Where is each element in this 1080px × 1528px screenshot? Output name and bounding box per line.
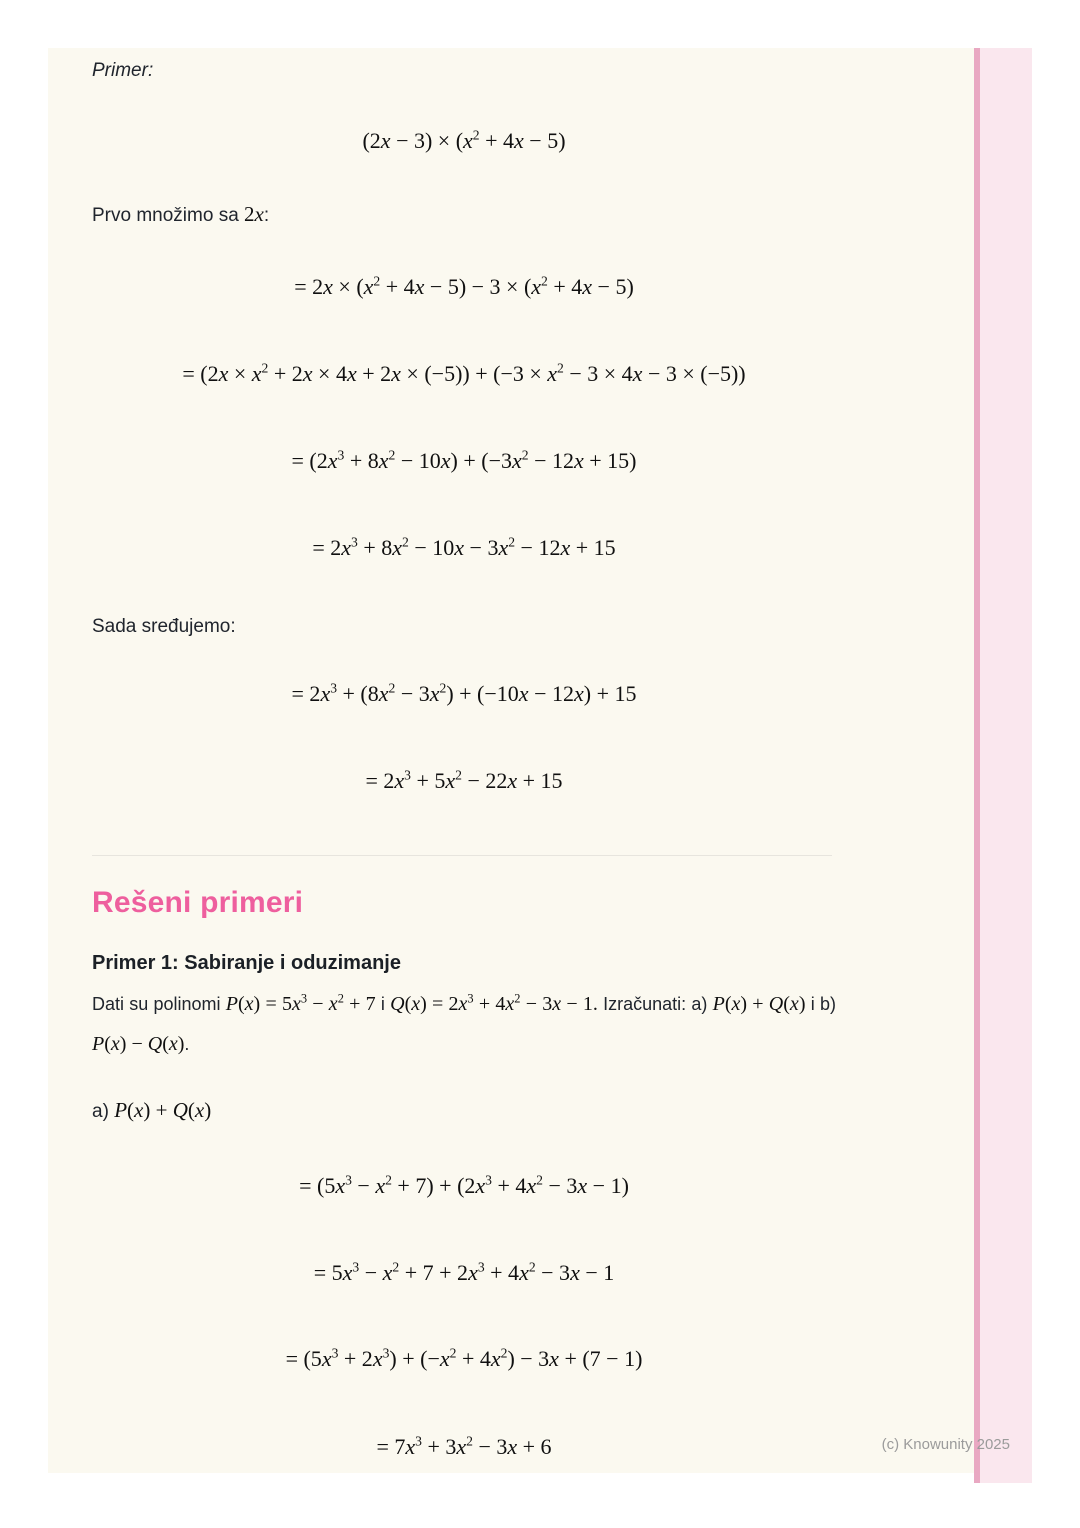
formula-part-a-step-2: = $5x^3 - x^2 + 7 + 2x^3 + 4x^2 - 3x - 1$: [313, 1259, 615, 1285]
formula-part-a-step-1: = $(5x^3 - x^2 + 7) + (2x^3 + 4x^2 - 3x - 1)$: [299, 1172, 629, 1198]
formula-simplify-step-1: = $2x^3 + (8x^2 - 3x^2) + (-10x - 12x) + 15$: [291, 680, 637, 706]
part-a-label: a) P(x) + Q(x): [92, 1098, 212, 1122]
formula-simplify-step-2: = $2x^3 + 5x^2 - 22x + 15$: [365, 767, 563, 793]
formula-mult-step-1: = $2x \times (x^2 + 4x - 5) - 3 \times (x^2 + 4x - 5)$: [294, 273, 634, 299]
formula-mult-step-4: = $2x^3 + 8x^2 - 10x - 3x^2 - 12x + 15$: [312, 534, 616, 560]
section-divider: [92, 855, 832, 856]
document-page: [48, 48, 1032, 1473]
example-intro-label: Primer:: [92, 60, 154, 81]
page-side-stripe: [974, 48, 1032, 1483]
example-1-title: Primer 1: Sabiranje i oduzimanje: [92, 952, 401, 974]
step-simplify-label: Sada sređujemo:: [92, 616, 236, 637]
step-multiply-label: Prvo množimo sa 2x:: [92, 202, 270, 226]
formula-initial-expression: $(2x - 3) \times (x^2 + 4x - 5)$: [362, 127, 566, 153]
formula-part-a-step-4: = $7x^3 + 3x^2 - 3x + 6$: [376, 1433, 552, 1459]
section-title: Rešeni primeri: [92, 886, 304, 919]
copyright-watermark: (c) Knowunity 2025: [881, 1436, 1010, 1453]
example-1-problem-text: Dati su polinomi $P(x) = 5x^3 - x^2 + 7$ i $Q(x) = 2x^3 + 4x^2 - 3x - 1$. Izračunati: a) P(x) + Q(x) i b) P(x) − Q(x).: [92, 991, 836, 1055]
formula-part-a-step-3: = $(5x^3 + 2x^3) + (-x^2 + 4x^2) - 3x + (7 - 1)$: [285, 1345, 643, 1371]
formula-mult-step-2: = $(2x \times x^2 + 2x \times 4x + 2x \times (-5)) + (-3 \times x^2 - 3 \times 4x - 3 \times (-5))$: [182, 360, 746, 386]
formula-mult-step-3: = $(2x^3 + 8x^2 - 10x) + (-3x^2 - 12x + 15)$: [291, 447, 637, 473]
